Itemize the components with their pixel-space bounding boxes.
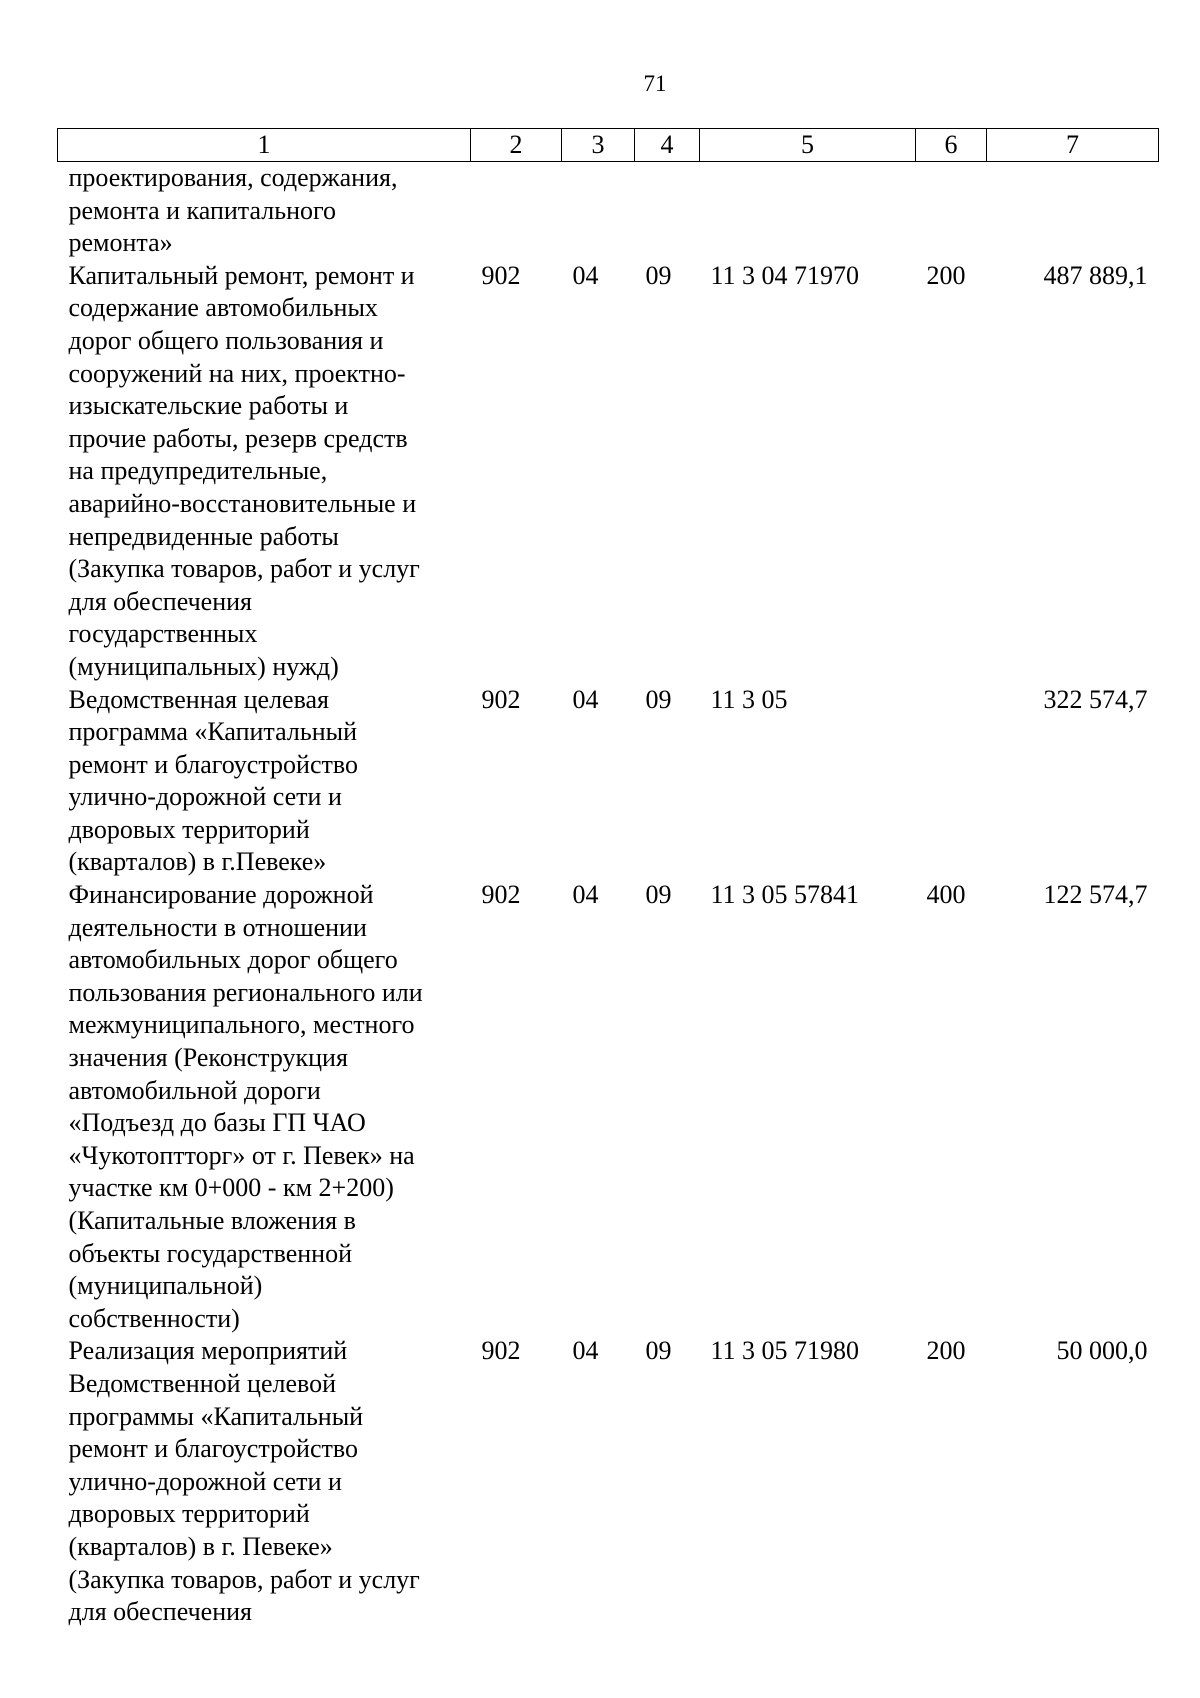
table-row [58,879,1159,1335]
row-section [562,162,635,260]
row-amount: 122 574,7 [1043,880,1148,910]
row-name [58,1335,471,1628]
row-section: 04 [572,880,599,910]
table-body [58,162,1159,1629]
row-name-line: автомобильной дороги [68,1075,321,1105]
row-name-line: на предупредительные, [68,456,328,486]
row-name [58,162,471,260]
row-name-line: межмуниципального, местного [68,1010,415,1040]
row-name-line: ремонт и благоустройство [68,1434,358,1464]
row-name-line: улично-дорожной сети и [68,782,342,812]
header-col-5: 5 [700,129,916,162]
row-section: 04 [572,1336,599,1366]
row-name-line: улично-дорожной сети и [68,1466,342,1496]
row-name-line: (кварталов) в г.Певеке» [68,847,327,877]
row-name-line: (Капитальные вложения в [68,1206,356,1235]
row-name-line: (кварталов) в г. Певеке» [68,1531,333,1561]
header-row [58,129,1159,162]
row-name-line: программа «Капитальный [68,717,357,747]
header-col-4: 4 [635,129,700,162]
row-target-article: 11 3 05 57841 [710,880,860,910]
row-name-line: дорог общего пользования и [68,325,384,355]
row-name-line: значения (Реконструкция [68,1043,348,1073]
row-name-line: (Закупка товаров, работ и услуг [68,1564,420,1594]
row-name-line: участке км 0+000 - км 2+200) [68,1173,394,1203]
row-target-article: 11 3 05 71980 [710,1336,860,1366]
row-name [58,879,471,1335]
row-expense-type [916,684,987,880]
page-number: 71 [643,71,667,96]
header-col-6: 6 [916,129,987,162]
row-expense-type: 200 [926,1336,966,1366]
row-name-line: содержание автомобильных [68,293,378,323]
row-name-line: сооружений на них, проектно- [68,358,406,388]
table-row [58,162,1159,260]
row-name [58,684,471,880]
row-name-line: деятельности в отношении [68,912,367,942]
row-name-line: Реализация мероприятий [68,1336,348,1366]
row-amount: 487 889,1 [1043,260,1148,290]
row-name-line: Ведомственная целевая [68,684,330,714]
row-name-line: проектирования, содержания, [68,163,398,192]
row-name-line: пользования регионального или [68,977,423,1007]
row-target-article: 11 3 04 71970 [710,260,860,290]
row-name-line: ремонта» [68,228,173,258]
row-admin-code: 902 [481,260,521,290]
row-admin-code: 902 [481,880,521,910]
table-header [58,129,1159,162]
row-name-line: государственных [68,619,258,649]
row-name-line: объекты государственной [68,1238,352,1268]
row-amount: 50 000,0 [1056,1336,1148,1366]
row-name-line: собственности) [68,1303,240,1333]
row-subsection: 09 [645,260,672,290]
row-section: 04 [572,260,599,290]
row-name-line: (муниципальных) нужд) [68,651,339,681]
row-target-article [700,162,916,260]
row-expense-type: 400 [926,880,966,910]
row-name-line: программы «Капитальный [68,1401,364,1431]
row-name-line: непредвиденные работы [68,521,339,551]
row-subsection [635,162,700,260]
row-expense-type [916,162,987,260]
row-name-line: для обеспечения [68,1597,252,1627]
row-amount [987,162,1159,260]
row-section: 04 [572,684,599,714]
budget-table [57,128,1159,1629]
row-name-line: «Чукотоптторг» от г. Певек» на [68,1140,415,1170]
row-name-line: Капитальный ремонт, ремонт и [68,260,415,290]
row-admin-code [471,162,562,260]
row-name-line: изыскательские работы и [68,391,349,421]
row-subsection: 09 [645,684,672,714]
row-name-line: дворовых территорий [68,1499,310,1529]
table-row [58,1335,1159,1628]
row-name-line: автомобильных дорог общего [68,945,398,975]
row-name-line: (Закупка товаров, работ и услуг [68,554,420,584]
row-admin-code: 902 [481,1336,521,1366]
row-name-line: ремонта и капитального [68,195,337,225]
row-expense-type: 200 [926,260,966,290]
table-row [58,260,1159,684]
header-col-1: 1 [58,129,471,162]
row-name-line: Финансирование дорожной [68,880,374,910]
row-name-line: для обеспечения [68,586,252,616]
row-name-line: (муниципальной) [68,1271,263,1301]
header-col-2: 2 [471,129,562,162]
row-name-line: «Подъезд до базы ГП ЧАО [68,1108,366,1138]
row-name-line: аварийно-восстановительные и [68,488,417,518]
row-amount: 322 574,7 [1043,684,1148,714]
row-name-line: дворовых территорий [68,814,310,844]
table-row [58,684,1159,880]
row-subsection: 09 [645,880,672,910]
header-col-7: 7 [987,129,1159,162]
row-name-line: ремонт и благоустройство [68,749,358,779]
row-name [58,260,471,684]
row-name-line: прочие работы, резерв средств [68,423,408,453]
row-admin-code: 902 [481,684,521,714]
header-col-3: 3 [562,129,635,162]
row-subsection: 09 [645,1336,672,1366]
row-name-line: Ведомственной целевой [68,1368,337,1398]
row-target-article: 11 3 05 [710,684,788,714]
